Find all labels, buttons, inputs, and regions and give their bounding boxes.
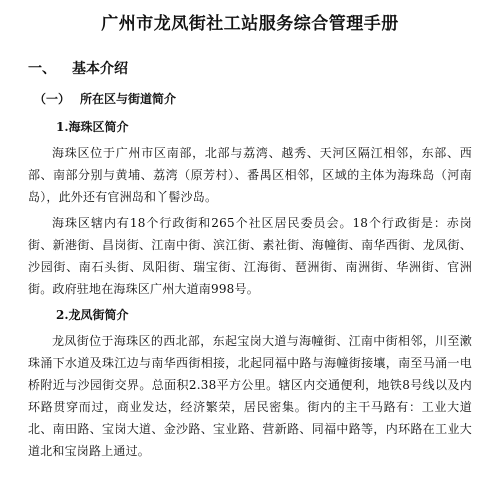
section-heading (28, 58, 472, 80)
section-title: 基本介绍 (72, 61, 128, 77)
haizhu-paragraph-1: 海珠区位于广州市区南部，北部与荔湾、越秀、天河区隔江相邻，东部、西部、南部分别与黄埔、荔湾（原芳村）、番禺区相邻，区域的主体为海珠岛（河南岛），此外还有官洲岛和丫髻沙岛。 (28, 146, 472, 204)
subsection-title: 所在区与街道简介 (80, 92, 177, 106)
haizhu-heading: 1.海珠区简介 (56, 120, 129, 134)
longfeng-paragraph-1: 龙凤街位于海珠区的西北部，东起宝岗大道与海幢街、江南中街相邻，川至漱珠涌下水道及珠江边与南华西街相接，北起同福中路与海幢街接壤，南至马涌一电桥附近与沙园街交界。总面积2.38平方公里。辖区内交通便利，地铁8号线以及内环路贯穿而过，商业发达，经济繁荣，居民密集。街内的主干马路有：工业大道北、南田路、宝岗大道、金沙路、宝业路、营新路、同福中路等，内环路在工业大道北和宝岗路上通过。 (28, 334, 472, 458)
haizhu-paragraph-2: 海珠区辖内有18个行政街和265个社区居民委员会。18个行政街是：赤岗街、新港街、昌岗街、江南中街、滨江街、素社街、海幢街、南华西街、龙凤街、沙园街、南石头街、凤阳街、瑞宝街、江海街、琶洲街、南洲街、华洲街、官洲街。政府驻地在海珠区广州大道南998号。 (28, 216, 472, 296)
subsection-number: （一） (34, 92, 71, 106)
subsection-heading (28, 88, 472, 110)
document-title: 广州市龙凤街社工站服务综合管理手册 (101, 14, 399, 34)
section-number: 一、 (28, 61, 56, 77)
longfeng-heading: 2.龙凤街简介 (56, 308, 129, 322)
